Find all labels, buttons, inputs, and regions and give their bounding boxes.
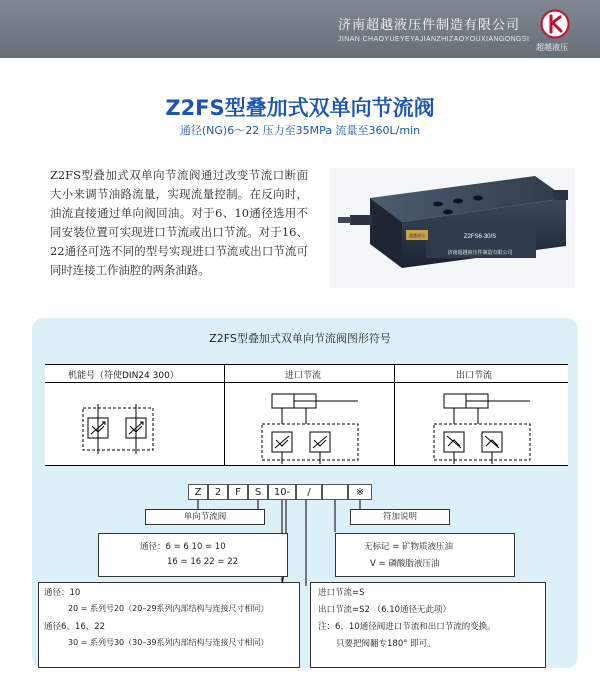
code-cell: / [296, 484, 322, 500]
code-cell: 2 [208, 484, 228, 500]
company-name-cn: 济南超越液压件制造有限公司 [338, 18, 521, 33]
series-line-2: 20 = 系列号20（20–29系列内部结构与连接尺寸相同） [68, 604, 269, 613]
company-name-en: JINAN CHAOYUEYEYAJIANZHIZAOYOUXIANGONGSI [338, 36, 530, 43]
page-subtitle: 通径(NG)6～22 压力至35MPa 流量至360L/min [179, 124, 421, 137]
diameter-line-1: 通径：6 = 6 10 = 10 [140, 542, 226, 552]
col-function-number: 机能号（符使DIN24 300） [68, 371, 179, 381]
series-line-4: 30 = 系列号30（30–39系列内部结构与连接尺寸相同） [68, 638, 269, 647]
throttle-line-3: 注：6、10通径阀进口节流和出口节流的变换。 [318, 622, 496, 632]
check-throttle-label: 单向节流阀 [145, 509, 265, 525]
code-cell: F [228, 484, 248, 500]
symbols-panel-title: Z2FS型叠加式双单向节流阀图形符号 [209, 332, 391, 345]
series-line-3: 通径6、16、22 [44, 622, 106, 632]
page-title: Z2FS型叠加式双单向节流阀 [165, 96, 435, 120]
throttle-line-2: 出口节流=S2 （6.10通径无此项） [318, 605, 452, 615]
photo-model-label: Z2FS6-30/S [463, 234, 497, 240]
code-cell: ※ [348, 484, 372, 500]
code-cell: Z [188, 484, 208, 500]
col-outlet-throttle: 出口节流 [456, 371, 493, 381]
series-line-1: 通径：10 [44, 588, 81, 598]
photo-maker-label: 济南超越液压件制造有限公司 [447, 250, 513, 256]
photo-badge: 超越液压 [409, 233, 425, 238]
col-inlet-throttle: 进口节流 [285, 371, 322, 381]
code-cell: 10- [268, 484, 296, 500]
throttle-line-4: 只要把阀翻专180° 即可。 [336, 639, 436, 649]
extra-note-label: 符加说明 [350, 509, 450, 525]
diameter-line-2: 16 = 16 22 = 22 [167, 557, 239, 567]
code-cell: S [248, 484, 268, 500]
product-description: Z2FS型叠加式双单向节流阀通过改变节流口断面大小来调节油路流量，实现流量控制。在反向时，油流直接通过单向阀回油。对于6、10通径选用不同安装位置可实现进口节流或出口节流。对于16、22通径可选不同的型号实现进口节流或出口节流可同时连接工作油腔的两条油路。 [50, 168, 308, 277]
oil-line-1: 无标记 = 矿物质液压油 [364, 542, 454, 552]
throttle-line-1: 进口节流=S [318, 588, 365, 598]
logo-caption: 超越液压 [536, 43, 568, 52]
oil-line-2: V = 磷酸脂液压油 [370, 559, 440, 569]
